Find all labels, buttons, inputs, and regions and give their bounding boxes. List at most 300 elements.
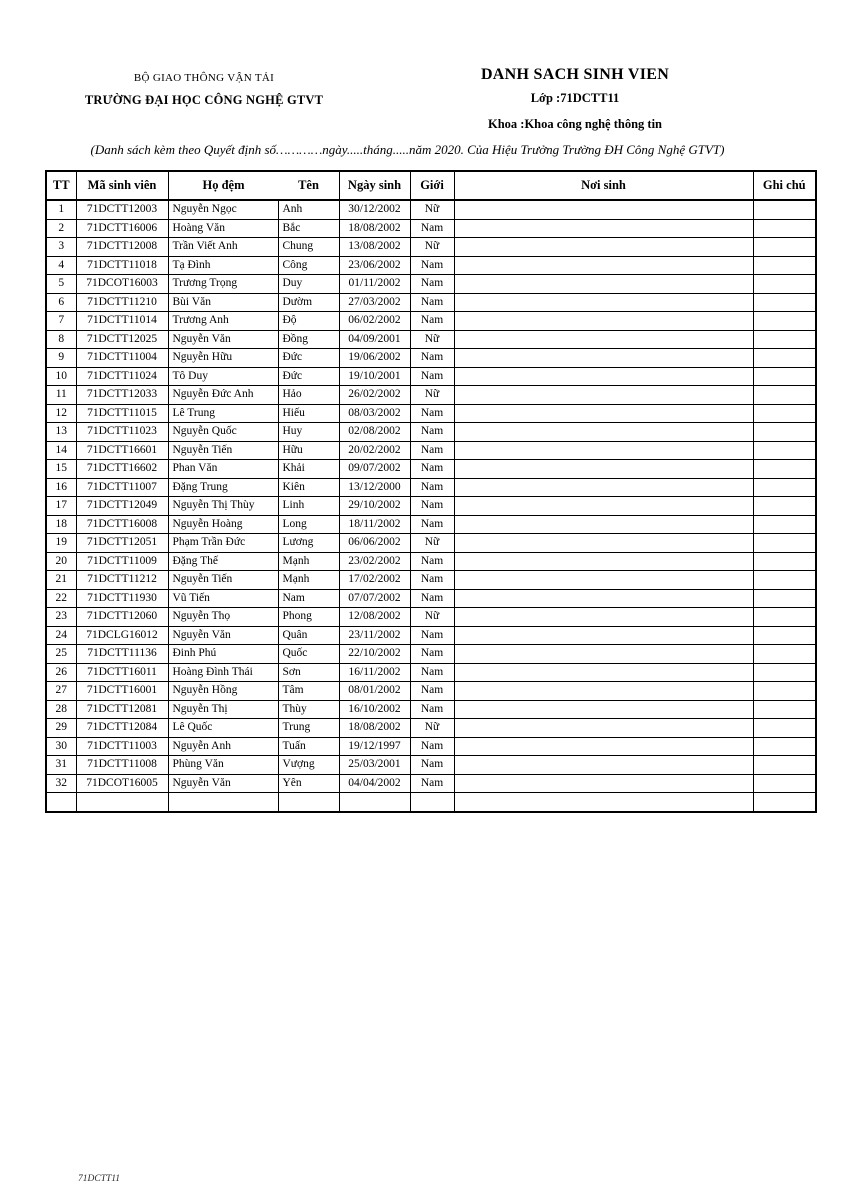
cell-ho_dem: Nguyễn Hồng bbox=[168, 682, 278, 701]
cell-noi_sinh bbox=[454, 700, 753, 719]
cell-ngay_sinh: 09/07/2002 bbox=[339, 460, 410, 479]
cell-msv: 71DCTT11212 bbox=[76, 571, 168, 590]
cell-ten: Chung bbox=[278, 238, 339, 257]
cell-tt: 20 bbox=[46, 552, 76, 571]
cell-ten: Đức bbox=[278, 367, 339, 386]
table-row bbox=[46, 386, 816, 405]
cell-tt: 4 bbox=[46, 256, 76, 275]
table-row bbox=[46, 330, 816, 349]
cell-gioi: Nữ bbox=[410, 534, 454, 553]
cell-ngay_sinh: 30/12/2002 bbox=[339, 200, 410, 219]
cell-noi_sinh bbox=[454, 663, 753, 682]
cell-ten: Anh bbox=[278, 200, 339, 219]
cell-ho_dem: Nguyễn Hữu bbox=[168, 349, 278, 368]
university-name: TRƯỜNG ĐẠI HỌC CÔNG NGHỆ GTVT bbox=[84, 93, 324, 107]
cell-ho_dem: Tô Duy bbox=[168, 367, 278, 386]
document-title: DANH SACH SINH VIEN bbox=[480, 66, 670, 83]
cell-noi_sinh bbox=[454, 774, 753, 793]
cell-ten: Linh bbox=[278, 497, 339, 516]
cell-ho_dem: Đinh Phú bbox=[168, 645, 278, 664]
cell-gioi: Nam bbox=[410, 497, 454, 516]
cell-msv: 71DCTT16006 bbox=[76, 219, 168, 238]
col-header-ngay-sinh: Ngày sinh bbox=[339, 171, 410, 200]
cell-ho_dem: Hoàng Đình Thái bbox=[168, 663, 278, 682]
cell-noi_sinh bbox=[454, 645, 753, 664]
cell-ho_dem: Nguyễn Thị bbox=[168, 700, 278, 719]
cell-ngay_sinh: 29/10/2002 bbox=[339, 497, 410, 516]
cell-gioi: Nam bbox=[410, 256, 454, 275]
cell-tt: 7 bbox=[46, 312, 76, 331]
cell-ten: Khải bbox=[278, 460, 339, 479]
cell-ngay_sinh: 19/06/2002 bbox=[339, 349, 410, 368]
cell-ho_dem: Phạm Trần Đức bbox=[168, 534, 278, 553]
cell-ho_dem: Phan Văn bbox=[168, 460, 278, 479]
cell-gioi: Nam bbox=[410, 349, 454, 368]
cell-gioi: Nam bbox=[410, 737, 454, 756]
col-header-ten: Tên bbox=[298, 178, 319, 192]
table-row bbox=[46, 478, 816, 497]
cell-ngay_sinh: 08/03/2002 bbox=[339, 404, 410, 423]
cell-msv: 71DCTT12060 bbox=[76, 608, 168, 627]
decision-note: (Danh sách kèm theo Quyết định số…………ngày.....tháng.....năm 2020. Của Hiệu Trưởng Trường ĐH Công Nghệ GTVT) bbox=[90, 142, 725, 157]
student-table-wrap bbox=[45, 170, 817, 813]
cell-ten: Lương bbox=[278, 534, 339, 553]
cell-ghi_chu bbox=[753, 700, 816, 719]
cell-noi_sinh bbox=[454, 460, 753, 479]
cell-msv: 71DCOT16003 bbox=[76, 275, 168, 294]
col-header-noi-sinh: Nơi sinh bbox=[454, 171, 753, 200]
cell-msv: 71DCTT11003 bbox=[76, 737, 168, 756]
cell-ho_dem: Hoàng Văn bbox=[168, 219, 278, 238]
cell-msv: 71DCOT16005 bbox=[76, 774, 168, 793]
student-table-header bbox=[46, 171, 816, 200]
table-row bbox=[46, 441, 816, 460]
cell-ghi_chu bbox=[753, 626, 816, 645]
cell-noi_sinh bbox=[454, 219, 753, 238]
cell-noi_sinh bbox=[454, 293, 753, 312]
cell-gioi: Nữ bbox=[410, 719, 454, 738]
cell-tt: 10 bbox=[46, 367, 76, 386]
cell-msv: 71DCTT16601 bbox=[76, 441, 168, 460]
cell-noi_sinh bbox=[454, 737, 753, 756]
cell-tt: 5 bbox=[46, 275, 76, 294]
title-block bbox=[410, 66, 740, 132]
col-header-name bbox=[168, 171, 339, 200]
cell-ho_dem: Nguyễn Văn bbox=[168, 774, 278, 793]
cell-msv: 71DCTT12051 bbox=[76, 534, 168, 553]
cell-ghi_chu bbox=[753, 515, 816, 534]
cell-tt: 26 bbox=[46, 663, 76, 682]
cell-ghi_chu bbox=[753, 589, 816, 608]
cell-noi_sinh bbox=[454, 404, 753, 423]
cell-ten: Long bbox=[278, 515, 339, 534]
cell-ho_dem: Nguyễn Văn bbox=[168, 330, 278, 349]
cell-ho_dem: Nguyễn Quốc bbox=[168, 423, 278, 442]
table-row bbox=[46, 774, 816, 793]
cell-ho_dem: Đặng Thế bbox=[168, 552, 278, 571]
cell-gioi: Nam bbox=[410, 682, 454, 701]
cell-tt: 11 bbox=[46, 386, 76, 405]
cell-gioi: Nam bbox=[410, 571, 454, 590]
cell-ghi_chu bbox=[753, 349, 816, 368]
cell-tt: 22 bbox=[46, 589, 76, 608]
cell-msv: 71DCTT12003 bbox=[76, 200, 168, 219]
cell-msv: 71DCTT11007 bbox=[76, 478, 168, 497]
cell-noi_sinh bbox=[454, 441, 753, 460]
table-row bbox=[46, 515, 816, 534]
cell-ghi_chu bbox=[753, 312, 816, 331]
cell-ten: Độ bbox=[278, 312, 339, 331]
footer-page-label: 71DCTT11 bbox=[78, 1174, 121, 1184]
table-row bbox=[46, 460, 816, 479]
cell-ghi_chu bbox=[753, 737, 816, 756]
cell-ghi_chu bbox=[753, 423, 816, 442]
cell-ghi_chu bbox=[753, 478, 816, 497]
cell-gioi: Nam bbox=[410, 219, 454, 238]
cell-gioi: Nữ bbox=[410, 330, 454, 349]
cell-ho_dem: Nguyễn Anh bbox=[168, 737, 278, 756]
cell-msv: 71DCTT16008 bbox=[76, 515, 168, 534]
cell-tt: 3 bbox=[46, 238, 76, 257]
cell-ngay_sinh: 27/03/2002 bbox=[339, 293, 410, 312]
cell-ho_dem: Đặng Trung bbox=[168, 478, 278, 497]
cell-ngay_sinh: 18/11/2002 bbox=[339, 515, 410, 534]
cell-tt: 19 bbox=[46, 534, 76, 553]
cell-ten: Đồng bbox=[278, 330, 339, 349]
cell-msv: 71DCTT11023 bbox=[76, 423, 168, 442]
cell-tt: 14 bbox=[46, 441, 76, 460]
cell-noi_sinh bbox=[454, 423, 753, 442]
table-row bbox=[46, 719, 816, 738]
cell-noi_sinh bbox=[454, 256, 753, 275]
cell-ho_dem: Lê Quốc bbox=[168, 719, 278, 738]
cell-tt: 27 bbox=[46, 682, 76, 701]
table-row bbox=[46, 349, 816, 368]
cell-gioi: Nam bbox=[410, 552, 454, 571]
cell-ho_dem: Nguyễn Thị Thùy bbox=[168, 497, 278, 516]
cell-ngay_sinh: 19/10/2001 bbox=[339, 367, 410, 386]
cell-gioi: Nam bbox=[410, 589, 454, 608]
cell-ten: Tuấn bbox=[278, 737, 339, 756]
cell-ghi_chu bbox=[753, 756, 816, 775]
cell-noi_sinh bbox=[454, 238, 753, 257]
cell-ten: Vượng bbox=[278, 756, 339, 775]
cell-ghi_chu bbox=[753, 330, 816, 349]
table-row bbox=[46, 293, 816, 312]
cell-ngay_sinh: 04/09/2001 bbox=[339, 330, 410, 349]
cell-noi_sinh bbox=[454, 312, 753, 331]
cell-ten: Mạnh bbox=[278, 571, 339, 590]
org-header-block bbox=[48, 72, 360, 108]
faculty-line: Khoa :Khoa công nghệ thông tin bbox=[488, 117, 662, 131]
cell-tt: 32 bbox=[46, 774, 76, 793]
cell-ho_dem: Nguyễn Văn bbox=[168, 626, 278, 645]
cell-ngay_sinh: 02/08/2002 bbox=[339, 423, 410, 442]
cell-noi_sinh bbox=[454, 200, 753, 219]
cell-ngay_sinh: 08/01/2002 bbox=[339, 682, 410, 701]
cell-gioi: Nữ bbox=[410, 608, 454, 627]
cell-gioi: Nam bbox=[410, 663, 454, 682]
cell-ghi_chu bbox=[753, 497, 816, 516]
cell-ten: Dườm bbox=[278, 293, 339, 312]
table-row bbox=[46, 200, 816, 219]
cell-ngay_sinh: 07/07/2002 bbox=[339, 589, 410, 608]
class-line: Lớp :71DCTT11 bbox=[530, 91, 620, 105]
cell-ngay_sinh: 18/08/2002 bbox=[339, 719, 410, 738]
cell-ghi_chu bbox=[753, 386, 816, 405]
cell-msv: 71DCTT11009 bbox=[76, 552, 168, 571]
cell-ho_dem: Lê Trung bbox=[168, 404, 278, 423]
cell-ghi_chu bbox=[753, 774, 816, 793]
cell-ten: Mạnh bbox=[278, 552, 339, 571]
cell-noi_sinh bbox=[454, 589, 753, 608]
cell-ngay_sinh: 01/11/2002 bbox=[339, 275, 410, 294]
cell-ho_dem: Nguyễn Đức Anh bbox=[168, 386, 278, 405]
cell-ten: Huy bbox=[278, 423, 339, 442]
col-header-ghi-chu: Ghi chú bbox=[753, 171, 816, 200]
cell-tt: 23 bbox=[46, 608, 76, 627]
cell-ho_dem bbox=[168, 793, 278, 813]
cell-ghi_chu bbox=[753, 663, 816, 682]
cell-ho_dem: Nguyễn Tiến bbox=[168, 571, 278, 590]
name-header-split bbox=[169, 178, 339, 193]
cell-ten: Phong bbox=[278, 608, 339, 627]
cell-gioi: Nam bbox=[410, 700, 454, 719]
cell-ghi_chu bbox=[753, 608, 816, 627]
cell-gioi: Nam bbox=[410, 275, 454, 294]
cell-msv: 71DCTT11024 bbox=[76, 367, 168, 386]
cell-tt: 29 bbox=[46, 719, 76, 738]
cell-gioi: Nam bbox=[410, 645, 454, 664]
cell-noi_sinh bbox=[454, 756, 753, 775]
cell-ten: Đức bbox=[278, 349, 339, 368]
cell-ghi_chu bbox=[753, 645, 816, 664]
cell-ngay_sinh: 25/03/2001 bbox=[339, 756, 410, 775]
cell-msv: 71DCTT12049 bbox=[76, 497, 168, 516]
cell-msv: 71DCTT16001 bbox=[76, 682, 168, 701]
cell-ten: Hiếu bbox=[278, 404, 339, 423]
cell-gioi: Nam bbox=[410, 404, 454, 423]
cell-ngay_sinh: 16/10/2002 bbox=[339, 700, 410, 719]
cell-noi_sinh bbox=[454, 478, 753, 497]
cell-ghi_chu bbox=[753, 367, 816, 386]
cell-ho_dem: Nguyễn Hoàng bbox=[168, 515, 278, 534]
cell-noi_sinh bbox=[454, 515, 753, 534]
cell-msv: 71DCTT12084 bbox=[76, 719, 168, 738]
table-row bbox=[46, 312, 816, 331]
cell-ngay_sinh: 18/08/2002 bbox=[339, 219, 410, 238]
cell-ngay_sinh: 17/02/2002 bbox=[339, 571, 410, 590]
cell-ho_dem: Bùi Văn bbox=[168, 293, 278, 312]
cell-tt: 9 bbox=[46, 349, 76, 368]
cell-ten: Công bbox=[278, 256, 339, 275]
cell-ghi_chu bbox=[753, 238, 816, 257]
cell-ten bbox=[278, 793, 339, 813]
cell-ten: Quân bbox=[278, 626, 339, 645]
cell-noi_sinh bbox=[454, 386, 753, 405]
table-row bbox=[46, 626, 816, 645]
cell-ten: Sơn bbox=[278, 663, 339, 682]
cell-ten: Hữu bbox=[278, 441, 339, 460]
cell-tt: 2 bbox=[46, 219, 76, 238]
cell-gioi bbox=[410, 793, 454, 813]
cell-gioi: Nam bbox=[410, 423, 454, 442]
cell-noi_sinh bbox=[454, 793, 753, 813]
table-row bbox=[46, 275, 816, 294]
cell-ghi_chu bbox=[753, 293, 816, 312]
cell-ngay_sinh: 13/08/2002 bbox=[339, 238, 410, 257]
cell-ngay_sinh: 23/02/2002 bbox=[339, 552, 410, 571]
cell-msv: 71DCTT11136 bbox=[76, 645, 168, 664]
cell-ghi_chu bbox=[753, 219, 816, 238]
cell-ghi_chu bbox=[753, 404, 816, 423]
cell-ngay_sinh: 19/12/1997 bbox=[339, 737, 410, 756]
cell-noi_sinh bbox=[454, 719, 753, 738]
table-row bbox=[46, 256, 816, 275]
cell-ho_dem: Trương Trọng bbox=[168, 275, 278, 294]
cell-tt: 18 bbox=[46, 515, 76, 534]
cell-ten: Tâm bbox=[278, 682, 339, 701]
cell-ghi_chu bbox=[753, 441, 816, 460]
cell-tt: 16 bbox=[46, 478, 76, 497]
table-row bbox=[46, 552, 816, 571]
table-row bbox=[46, 793, 816, 813]
cell-tt: 24 bbox=[46, 626, 76, 645]
cell-gioi: Nam bbox=[410, 478, 454, 497]
cell-noi_sinh bbox=[454, 608, 753, 627]
student-table-body bbox=[46, 200, 816, 812]
cell-ten: Duy bbox=[278, 275, 339, 294]
table-row bbox=[46, 682, 816, 701]
cell-msv: 71DCTT11004 bbox=[76, 349, 168, 368]
cell-ngay_sinh: 04/04/2002 bbox=[339, 774, 410, 793]
cell-ho_dem: Phùng Văn bbox=[168, 756, 278, 775]
table-row bbox=[46, 608, 816, 627]
student-table bbox=[45, 170, 817, 813]
cell-ghi_chu bbox=[753, 200, 816, 219]
cell-noi_sinh bbox=[454, 626, 753, 645]
cell-ghi_chu bbox=[753, 256, 816, 275]
cell-tt: 8 bbox=[46, 330, 76, 349]
cell-noi_sinh bbox=[454, 330, 753, 349]
cell-msv: 71DCTT12081 bbox=[76, 700, 168, 719]
cell-noi_sinh bbox=[454, 682, 753, 701]
cell-ngay_sinh: 23/11/2002 bbox=[339, 626, 410, 645]
cell-msv: 71DCTT12025 bbox=[76, 330, 168, 349]
table-row bbox=[46, 737, 816, 756]
cell-noi_sinh bbox=[454, 552, 753, 571]
table-row bbox=[46, 589, 816, 608]
cell-ghi_chu bbox=[753, 682, 816, 701]
cell-ten: Nam bbox=[278, 589, 339, 608]
cell-tt: 28 bbox=[46, 700, 76, 719]
cell-ho_dem: Nguyễn Ngọc bbox=[168, 200, 278, 219]
cell-ngay_sinh: 06/02/2002 bbox=[339, 312, 410, 331]
cell-ghi_chu bbox=[753, 719, 816, 738]
col-header-msv: Mã sinh viên bbox=[76, 171, 168, 200]
cell-msv: 71DCTT11015 bbox=[76, 404, 168, 423]
cell-msv: 71DCTT11008 bbox=[76, 756, 168, 775]
cell-gioi: Nam bbox=[410, 312, 454, 331]
cell-tt bbox=[46, 793, 76, 813]
cell-noi_sinh bbox=[454, 534, 753, 553]
cell-ten: Kiên bbox=[278, 478, 339, 497]
cell-tt: 12 bbox=[46, 404, 76, 423]
table-row bbox=[46, 756, 816, 775]
table-row bbox=[46, 367, 816, 386]
cell-ho_dem: Trương Anh bbox=[168, 312, 278, 331]
cell-ngay_sinh: 26/02/2002 bbox=[339, 386, 410, 405]
cell-ngay_sinh: 23/06/2002 bbox=[339, 256, 410, 275]
table-row bbox=[46, 663, 816, 682]
cell-gioi: Nam bbox=[410, 367, 454, 386]
cell-noi_sinh bbox=[454, 497, 753, 516]
cell-ngay_sinh: 12/08/2002 bbox=[339, 608, 410, 627]
cell-ngay_sinh: 13/12/2000 bbox=[339, 478, 410, 497]
cell-tt: 25 bbox=[46, 645, 76, 664]
cell-ten: Quốc bbox=[278, 645, 339, 664]
cell-tt: 30 bbox=[46, 737, 76, 756]
cell-msv: 71DCTT11210 bbox=[76, 293, 168, 312]
cell-ho_dem: Nguyễn Tiến bbox=[168, 441, 278, 460]
cell-noi_sinh bbox=[454, 367, 753, 386]
cell-ngay_sinh: 06/06/2002 bbox=[339, 534, 410, 553]
cell-ten: Trung bbox=[278, 719, 339, 738]
table-row bbox=[46, 423, 816, 442]
cell-ghi_chu bbox=[753, 460, 816, 479]
table-row bbox=[46, 700, 816, 719]
cell-gioi: Nam bbox=[410, 441, 454, 460]
cell-ngay_sinh: 16/11/2002 bbox=[339, 663, 410, 682]
cell-msv: 71DCLG16012 bbox=[76, 626, 168, 645]
cell-gioi: Nữ bbox=[410, 200, 454, 219]
cell-ten: Hảo bbox=[278, 386, 339, 405]
cell-noi_sinh bbox=[454, 275, 753, 294]
cell-ho_dem: Trần Viết Anh bbox=[168, 238, 278, 257]
cell-gioi: Nam bbox=[410, 756, 454, 775]
table-row bbox=[46, 534, 816, 553]
cell-msv bbox=[76, 793, 168, 813]
cell-msv: 71DCTT11018 bbox=[76, 256, 168, 275]
cell-ten: Thùy bbox=[278, 700, 339, 719]
cell-gioi: Nữ bbox=[410, 386, 454, 405]
cell-tt: 21 bbox=[46, 571, 76, 590]
cell-gioi: Nam bbox=[410, 515, 454, 534]
cell-gioi: Nam bbox=[410, 774, 454, 793]
table-row bbox=[46, 645, 816, 664]
cell-tt: 15 bbox=[46, 460, 76, 479]
cell-msv: 71DCTT16602 bbox=[76, 460, 168, 479]
cell-gioi: Nam bbox=[410, 293, 454, 312]
cell-ngay_sinh: 20/02/2002 bbox=[339, 441, 410, 460]
cell-gioi: Nam bbox=[410, 626, 454, 645]
table-row bbox=[46, 571, 816, 590]
ministry-name: BỘ GIAO THÔNG VẬN TẢI bbox=[133, 72, 275, 84]
cell-tt: 6 bbox=[46, 293, 76, 312]
col-header-tt: TT bbox=[46, 171, 76, 200]
table-row bbox=[46, 497, 816, 516]
cell-ten: Yên bbox=[278, 774, 339, 793]
cell-ghi_chu bbox=[753, 534, 816, 553]
cell-msv: 71DCTT12008 bbox=[76, 238, 168, 257]
cell-msv: 71DCTT12033 bbox=[76, 386, 168, 405]
cell-ho_dem: Vũ Tiến bbox=[168, 589, 278, 608]
cell-tt: 1 bbox=[46, 200, 76, 219]
cell-tt: 13 bbox=[46, 423, 76, 442]
table-row bbox=[46, 404, 816, 423]
cell-ngay_sinh bbox=[339, 793, 410, 813]
cell-ten: Bắc bbox=[278, 219, 339, 238]
